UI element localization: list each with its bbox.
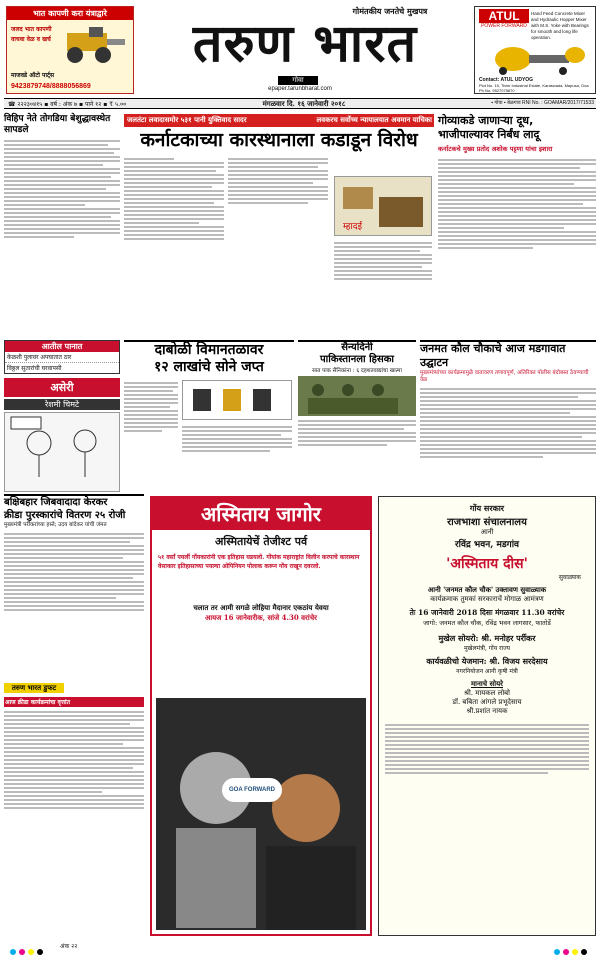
right-story xyxy=(438,114,596,334)
registration-marks-right xyxy=(552,942,592,961)
left-ad-phone: 9423879748/8888056869 xyxy=(11,83,91,90)
masthead-website[interactable]: epaper.tarunbharat.com xyxy=(268,86,332,92)
masthead-tagline: गोमंतकीय जनतेचे मुखपत्र xyxy=(352,6,428,16)
sainik-story xyxy=(298,340,416,490)
left-ad-title: भात कापणी करा यंत्राद्वारे xyxy=(7,7,133,20)
right-ad-subbrand: POWER FORWARD xyxy=(481,23,527,29)
sarkar-chief: मुखेल सोयरो: श्री. मनोहर पर्रीकर xyxy=(438,633,536,643)
masthead-bar xyxy=(4,98,596,109)
dabolim-text-1 xyxy=(124,380,178,490)
sainik-headline-2[interactable]: पाकिस्तानला हिसका xyxy=(319,354,395,365)
sarkar-event: 'अस्मिताय दीस' xyxy=(446,556,528,572)
sainik-sub: सात पाक सैनिकांना : ६ दहशतवाद्यांचा खात्मा xyxy=(312,368,402,374)
right-ad-contact: Contact: ATUL UDYOG xyxy=(479,77,534,83)
masthead-title: तरुण भारत xyxy=(192,14,418,74)
right-headline-1[interactable]: गोव्याकडे जाणाऱ्या दूध, xyxy=(438,114,534,127)
inside-item-2[interactable]: विठ्ठल सुतारांची घरवापसी xyxy=(7,365,62,372)
masthead-meta-right: ▪ गोवा ▪ बेळगाव RNI No. : GOAMAR/2017/71533 xyxy=(491,100,594,106)
dabolim-headline-2[interactable]: १२ लाखांचे सोने जप्त xyxy=(154,359,264,375)
registration-marks-left xyxy=(8,942,48,961)
main-story-col-3 xyxy=(334,240,432,332)
janmat-sub: मुख्यमंत्र्यांच्या कार्यक्रमामुळे वातावरण तणावपूर्ण, अतिरिक्त पोलीस बंदोबस्त ठेवण्याची वेळ xyxy=(420,370,589,383)
sarkar-guests: मानाचे सोयरे xyxy=(470,679,504,688)
asmitay-title: अस्मिताय जागोर xyxy=(152,498,370,530)
masthead xyxy=(0,0,600,112)
main-story-col-1 xyxy=(124,156,224,332)
left-ad-dealer: माजवडे ऑटो पार्ट्स xyxy=(11,72,55,79)
krida-section-text xyxy=(4,709,144,909)
right-headline-2[interactable]: भाजीपाल्यावर निर्बंध लादू xyxy=(438,128,540,141)
sarkar-top-1: गोंय सरकार xyxy=(469,503,505,513)
sarkar-chief-role: मुखेलमंत्री, गोंय राज्य xyxy=(463,645,511,652)
cartoon-title: असेरी xyxy=(4,378,120,397)
cartoon-image xyxy=(4,412,120,492)
main-headline[interactable]: कर्नाटकाच्या कारस्थानाला कडाडून विरोध xyxy=(140,129,418,151)
sarkar-schedule xyxy=(385,722,589,832)
main-story-body xyxy=(124,156,434,332)
sainik-headline-1[interactable]: सैन्यदिनी xyxy=(341,342,373,353)
inside-pages-title: आतील पानात xyxy=(5,341,119,352)
sarkar-guest-3: श्री.प्रशांत नायक xyxy=(466,707,508,715)
masthead-date: मंगळवार दि. १६ जानेवारी २०१८ xyxy=(262,99,346,108)
janmat-headline[interactable]: जनमत कौल चौकाचे आज मडगावात उद्घाटन xyxy=(420,342,566,369)
svg-text:म्हादई: म्हादई xyxy=(343,222,363,232)
soldiers-image xyxy=(298,376,416,416)
masthead-meta-left: ☎ २२२३०४१५ ▪ वर्ष : अंक ७ ▪ पाने १२ ▪ ₹ ५.०० xyxy=(8,101,127,108)
mixer-icon xyxy=(483,43,589,75)
dabolim-story xyxy=(124,340,294,490)
krida-headline-1[interactable]: बक्षिबहार जिबवादादा केरकर xyxy=(4,497,108,508)
asmitay-body: ५१ वर्सां पयलीं गोंयकारांनी एक इतिहास घडयलो. गोंयांक महाराष्ट्रांत विलीन करपाचे कारस्थान वेसाकार इतिहासाच्या पयल्या ओपिनियन पोलाक करून गोंय राखून दवरलो. xyxy=(158,554,360,570)
strap-left: जलतंटा लवादासमोर ५३१ पानी युक्तिवाद सादर xyxy=(127,115,247,124)
left-ad-line-1: जलद भात कापणी xyxy=(11,26,52,33)
sarkar-with: सुवाळ्याक xyxy=(558,574,581,581)
sarkar-president-role: नगरनियोजन आनी कृषी मंत्री xyxy=(456,668,518,675)
left-ad-line-2: वाचवा वेळ व खर्च xyxy=(11,36,51,43)
strap-right: लवकरच सर्वोच्च न्यायालयात अवमान याचिका xyxy=(316,115,432,124)
sanctum-title: रेशमी चिमटे xyxy=(4,399,120,410)
goa-forward-logo: GOA FORWARD xyxy=(222,778,282,802)
footer-page: अंक २२ xyxy=(60,943,78,950)
right-ad-brand: ATUL xyxy=(479,9,529,23)
asmitay-ad[interactable] xyxy=(150,496,372,936)
krida-story xyxy=(4,494,144,934)
krida-text xyxy=(4,531,144,681)
sarkar-top-3: आनी xyxy=(480,528,494,536)
krida-sub: मुख्यमंत्री पर्रीकरांच्या हस्ते; उदय बांदेकर यांची जंमत xyxy=(4,522,107,528)
left-ad[interactable] xyxy=(6,6,134,94)
sarkar-line-2: कार्यक्रमाक तुमकां सरकाराचें मोगाळ आमंत्रण xyxy=(430,595,544,603)
janmat-text xyxy=(420,386,596,496)
gold-image xyxy=(182,380,292,420)
inside-item-1[interactable]: केळशी पुलावर अपघातात ठार xyxy=(5,352,119,363)
sarkar-top-4: रविंद्र भवन, मडगांव xyxy=(454,540,520,550)
krida-headline-2[interactable]: क्रीडा पुरस्कारांचे वितरण २५ रोजी xyxy=(4,510,126,521)
left-column xyxy=(4,114,120,484)
sarkar-venue: जागो: जनमत कौल चौक, रविंद्र भवन लागसार, फातोर्डे xyxy=(423,619,551,627)
footer xyxy=(0,940,600,955)
janmat-story xyxy=(420,340,596,490)
krida-section: आज क्रीडा कार्यक्रमांचा वृत्तांत xyxy=(4,697,144,707)
sarkar-date: तेः 16 जानेवारी 2018 दिसः मंगळवार 11.30 वरांचेर xyxy=(409,608,565,617)
krida-badge: तरुण भारत डुफट xyxy=(4,683,64,693)
sarkar-president: कार्यवळीचो येजमान: श्री. विजय सरदेसाय xyxy=(426,656,548,666)
left-headline[interactable]: विहिप नेते तोगडिया बेशुद्धावस्थेत सापडले xyxy=(4,114,111,135)
asmitay-date: आयज 16 जानेवारीक, सांजे 4.30 वरांचेर xyxy=(204,613,318,622)
mhadai-image xyxy=(334,176,432,236)
right-ad-address: Plot No. 15, Tivim Industrial Estate, Karaswada, Mapusa, Goa Ph No. 9527075870 xyxy=(479,83,589,93)
left-story-text xyxy=(4,138,120,338)
sarkar-guest-2: डॉ. बबिता आंगले प्रभूदेसाय xyxy=(452,698,522,706)
right-ad[interactable] xyxy=(474,6,596,94)
dabolim-text-2 xyxy=(182,424,292,490)
sarkar-top-2: राजभाशा संचालनालय xyxy=(447,517,527,528)
inside-pages-box xyxy=(4,340,120,374)
masthead-edition: गोवा xyxy=(278,76,318,85)
right-story-text xyxy=(438,157,596,327)
strap xyxy=(124,114,434,127)
asmitay-image xyxy=(156,698,366,930)
sainik-text xyxy=(298,418,416,482)
main-story-col-2 xyxy=(228,156,328,332)
sarkar-line-1: आनी 'जनमत कौल चौक' उक्तावण सुवाळ्याक xyxy=(427,585,547,594)
sarkar-ad[interactable] xyxy=(378,496,596,936)
dabolim-headline-1[interactable]: दाबोळी विमानतळावर xyxy=(154,342,264,358)
sarkar-guest-1: श्री. मायकल लोबो xyxy=(464,689,510,697)
right-ad-desc: Hand Feed Concrete Mixer and Hydraulic Hopper Mixer with M.S. Yoke with Bearings for smooth and long life operation. xyxy=(531,11,589,40)
tractor-icon xyxy=(59,25,129,65)
right-headline-sub: कर्नाटकचे मुख्य प्रतोद अशोक पट्टणा यांचा इशारा xyxy=(438,145,553,153)
asmitay-subtitle: अस्मितायेचें तेजीश्ट पर्व xyxy=(214,535,308,548)
asmitay-call: चलात तर आमी सगळे लोहिया मैदानार एकठांय येवया xyxy=(193,603,329,612)
